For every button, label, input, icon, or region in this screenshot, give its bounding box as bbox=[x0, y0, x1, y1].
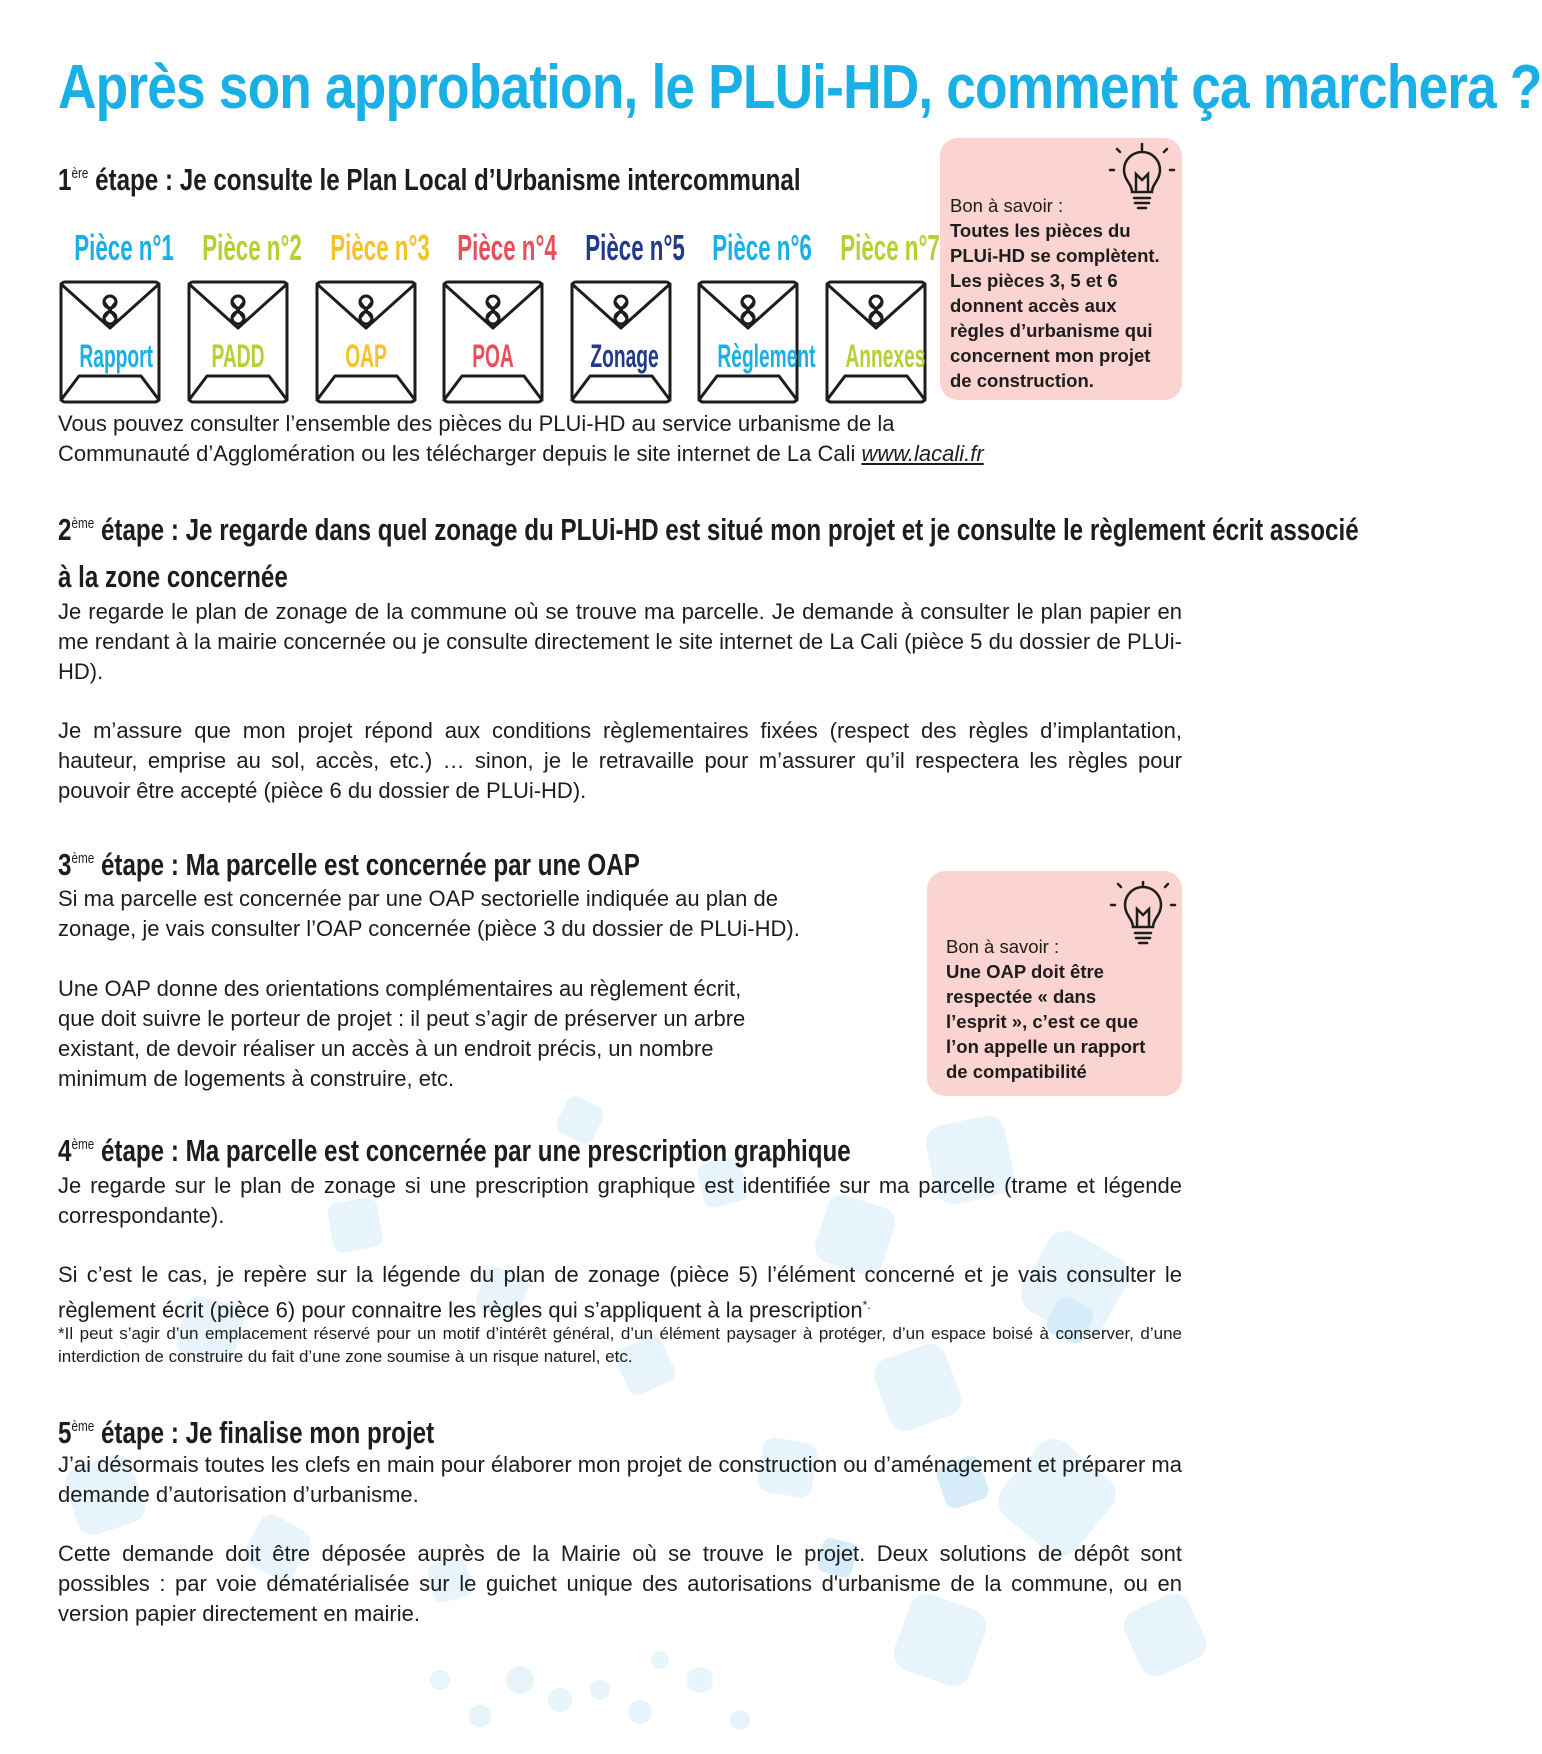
piece-3 bbox=[309, 227, 430, 374]
step2-title: étape : Je regarde dans quel zonage du PLUi-HD est situé mon projet et je consulte le règlement écrit associé bbox=[94, 512, 1359, 547]
envelope-icon bbox=[825, 280, 927, 404]
envelope-icon bbox=[697, 280, 816, 404]
piece-name: POA bbox=[462, 338, 523, 374]
step3-para1-line: Si ma parcelle est concernée par une OAP sectorielle indiquée au plan de bbox=[58, 886, 778, 911]
step2-para1: Je regarde le plan de zonage de la commune où se trouve ma parcelle. Je demande à consulter le plan papier en me rendant à la mairie concernée ou je consulte directement le site internet de La Cali (pièce 5 du dossier de PLUi-HD). bbox=[58, 599, 1182, 684]
step4-title: étape : Ma parcelle est concernée par une prescription graphique bbox=[94, 1133, 851, 1168]
piece-name: Annexes bbox=[845, 338, 926, 374]
tip-text-oap bbox=[946, 934, 1176, 1084]
piece-1 bbox=[53, 227, 174, 374]
step3-para2-line: minimum de logements à construire, etc. bbox=[58, 1066, 455, 1091]
piece-5 bbox=[564, 227, 685, 374]
step3-para2-line: que doit suivre le porteur de projet : il peut s’agir de préserver un arbre bbox=[58, 1006, 746, 1031]
step2-para2: Je m’assure que mon projet répond aux conditions règlementaires fixées (respect des règles d’implantation, hauteur, emprise au sol, accès, etc.) … sinon, je le retravaille pour m’assurer qu’il respectera les règles pour pouvoir être accepté (pièce 6 du dossier de PLUi-HD). bbox=[58, 718, 1182, 803]
tip-line: l’esprit », c’est ce que bbox=[946, 1011, 1139, 1032]
tip-line: Une OAP doit être bbox=[946, 961, 1104, 982]
envelope-icon bbox=[442, 280, 544, 404]
step2-sup: ème bbox=[71, 515, 95, 532]
step1-text bbox=[58, 409, 1188, 469]
step4-para2 bbox=[58, 1260, 1182, 1325]
step5-heading bbox=[58, 1409, 434, 1456]
piece-2 bbox=[181, 227, 302, 374]
tip-heading: Bon à savoir : bbox=[950, 195, 1064, 216]
step3-para2 bbox=[58, 974, 938, 1094]
piece-name: Règlement bbox=[717, 338, 816, 374]
step5-sup: ème bbox=[71, 1418, 95, 1435]
step3-para1-line: zonage, je vais consulter l’OAP concernée (pièce 3 du dossier de PLUi-HD). bbox=[58, 916, 800, 941]
tip-line: concernent mon projet bbox=[950, 345, 1151, 366]
step1-sup: ère bbox=[71, 165, 89, 182]
step5-number: 5 bbox=[58, 1415, 72, 1450]
step1-number: 1 bbox=[58, 162, 72, 197]
step4-para2-text: Si c’est le cas, je repère sur la légende du plan de zonage (pièce 5) l’élément concerné et je vais consulter le règlement écrit (pièce 6) pour connaitre les règles qui s’appliquent à la prescription bbox=[58, 1262, 1182, 1323]
piece-7 bbox=[819, 227, 940, 374]
piece-label: Pièce n°4 bbox=[457, 227, 557, 268]
piece-name: PADD bbox=[207, 338, 268, 374]
tip-line: respectée « dans bbox=[946, 986, 1097, 1007]
piece-label: Pièce n°6 bbox=[712, 227, 812, 268]
piece-label: Pièce n°7 bbox=[840, 227, 940, 268]
piece-label: Pièce n°5 bbox=[585, 227, 685, 268]
envelope-icon bbox=[570, 280, 672, 404]
step3-sup: ème bbox=[71, 850, 95, 867]
tip-line: PLUi-HD se complètent. bbox=[950, 245, 1160, 266]
envelope-icon bbox=[315, 280, 417, 404]
piece-4 bbox=[436, 227, 557, 374]
step3-heading bbox=[58, 841, 640, 888]
piece-label: Pièce n°2 bbox=[202, 227, 302, 268]
piece-6 bbox=[691, 227, 816, 374]
step4-footnote: *Il peut s’agir d’un emplacement réservé pour un motif d’intérêt général, d’un élément paysager à protéger, d’un espace boisé à conserver, d’une interdiction de construire du fait d’une zone soumise à un risque naturel, etc. bbox=[58, 1324, 1182, 1366]
step3-para2-line: Une OAP donne des orientations complémentaires au règlement écrit, bbox=[58, 976, 742, 1001]
piece-name: Zonage bbox=[590, 338, 659, 374]
tip-line: donnent accès aux bbox=[950, 295, 1117, 316]
tip-line: de compatibilité bbox=[946, 1061, 1087, 1082]
step2-number: 2 bbox=[58, 512, 72, 547]
footnote-mark: *. bbox=[862, 1298, 871, 1312]
step5-title: étape : Je finalise mon projet bbox=[94, 1415, 435, 1450]
step3-title: étape : Ma parcelle est concernée par une OAP bbox=[94, 847, 640, 882]
piece-label: Pièce n°3 bbox=[330, 227, 430, 268]
tip-box-pieces bbox=[940, 138, 1182, 400]
lacali-link[interactable]: www.lacali.fr bbox=[861, 441, 984, 466]
step3-para1 bbox=[58, 884, 938, 944]
piece-name: Rapport bbox=[79, 338, 153, 374]
step4-sup: ème bbox=[71, 1136, 95, 1153]
step4-para1: Je regarde sur le plan de zonage si une prescription graphique est identifiée sur ma parcelle (trame et légende correspondante). bbox=[58, 1173, 1182, 1228]
envelope-icon bbox=[187, 280, 289, 404]
piece-label: Pièce n°1 bbox=[74, 227, 174, 268]
step5-para1: J’ai désormais toutes les clefs en main pour élaborer mon projet de construction ou d’aménagement et préparer ma demande d’autorisation d’urbanisme. bbox=[58, 1452, 1182, 1507]
step1-text-line: Vous pouvez consulter l’ensemble des pièces du PLUi-HD au service urbanisme de la bbox=[58, 411, 895, 436]
tip-heading: Bon à savoir : bbox=[946, 936, 1060, 957]
step4-number: 4 bbox=[58, 1133, 72, 1168]
tip-line: de construction. bbox=[950, 370, 1094, 391]
piece-name: OAP bbox=[335, 338, 396, 374]
step1-title: étape : Je consulte le Plan Local d’Urbanisme intercommunal bbox=[88, 162, 801, 197]
tip-text-pieces bbox=[950, 193, 1175, 393]
page-title: Après son approbation, le PLUi-HD, comment ça marchera ? bbox=[58, 53, 1542, 122]
envelope-icon bbox=[59, 280, 161, 404]
tip-line: l’on appelle un rapport bbox=[946, 1036, 1146, 1057]
step2-heading bbox=[58, 506, 1359, 553]
step2-heading-line2: à la zone concernée bbox=[58, 559, 288, 594]
step4-heading bbox=[58, 1127, 851, 1174]
tip-box-oap bbox=[927, 871, 1182, 1096]
step1-heading bbox=[58, 156, 801, 203]
step5-para2: Cette demande doit être déposée auprès de la Mairie où se trouve le projet. Deux solutions de dépôt sont possibles : par voie dématérialisée sur le guichet unique des autorisations d'urbanisme de la commune, ou en version papier directement en mairie. bbox=[58, 1541, 1182, 1626]
tip-line: règles d’urbanisme qui bbox=[950, 320, 1153, 341]
step1-text-line bbox=[58, 439, 1188, 469]
tip-line: Les pièces 3, 5 et 6 bbox=[950, 270, 1118, 291]
tip-line: Toutes les pièces du bbox=[950, 220, 1131, 241]
step3-number: 3 bbox=[58, 847, 72, 882]
step1-text-line2: Communauté d’Agglomération ou les télécharger depuis le site internet de La Cali bbox=[58, 441, 862, 466]
step3-para2-line: existant, de devoir réaliser un accès à un endroit précis, un nombre bbox=[58, 1036, 714, 1061]
